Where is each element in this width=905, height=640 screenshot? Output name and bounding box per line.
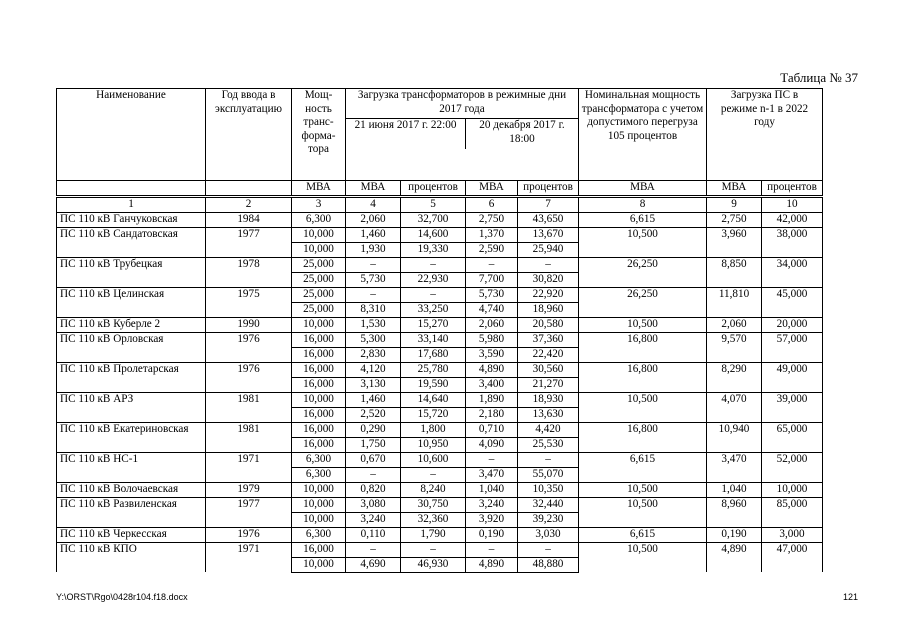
load-2022-mva: 1,040	[707, 482, 762, 497]
december-mva: 4,890	[466, 557, 518, 572]
table-row	[57, 257, 823, 272]
table-row	[57, 422, 823, 437]
june-mva: 2,830	[346, 347, 401, 362]
load-2022-percent: 65,000	[762, 422, 823, 452]
december-percent: 22,420	[518, 347, 579, 362]
june-mva: 3,080	[346, 497, 401, 512]
december-mva: 3,400	[466, 377, 518, 392]
nominal-power: 16,800	[579, 422, 707, 452]
december-mva: 4,090	[466, 437, 518, 452]
substation-name: ПС 110 кВ Развиленская	[57, 497, 206, 527]
june-percent: 30,750	[401, 497, 466, 512]
load-2022-percent: 57,000	[762, 332, 823, 362]
june-mva: 0,110	[346, 527, 401, 542]
power-value: 10,000	[292, 482, 346, 497]
june-percent: –	[401, 542, 466, 557]
nominal-power: 10,500	[579, 317, 707, 332]
substation-name: ПС 110 кВ Екатериновская	[57, 422, 206, 452]
col-number: 10	[762, 197, 823, 213]
december-percent: 30,560	[518, 362, 579, 377]
june-mva: 3,130	[346, 377, 401, 392]
unit-mva: МВА	[292, 181, 346, 197]
december-mva: 5,980	[466, 332, 518, 347]
col-number: 8	[579, 197, 707, 213]
june-mva: –	[346, 287, 401, 302]
footer-file-path: Y:\ORST\Rgo\0428r104.f18.docx	[56, 592, 188, 602]
commission-year: 1981	[206, 392, 292, 422]
june-percent: 1,790	[401, 527, 466, 542]
december-percent: 39,230	[518, 512, 579, 527]
table-row	[57, 527, 823, 542]
header-name: Наименование	[57, 89, 206, 181]
table-row	[57, 362, 823, 377]
unit-mva: МВА	[579, 181, 707, 197]
june-percent: 25,780	[401, 362, 466, 377]
unit-mva: МВА	[466, 181, 518, 197]
load-2022-mva: 8,960	[707, 497, 762, 527]
table-row	[57, 317, 823, 332]
december-percent: 48,880	[518, 557, 579, 572]
power-value: 10,000	[292, 497, 346, 512]
december-mva: 0,190	[466, 527, 518, 542]
load-2022-percent: 20,000	[762, 317, 823, 332]
load-2022-mva: 3,470	[707, 452, 762, 482]
unit-percent: процентов	[762, 181, 823, 197]
june-mva: 5,730	[346, 272, 401, 287]
unit-percent: процентов	[401, 181, 466, 197]
power-value: 25,000	[292, 272, 346, 287]
nominal-power: 6,615	[579, 212, 707, 227]
june-percent: 17,680	[401, 347, 466, 362]
commission-year: 1981	[206, 422, 292, 452]
unit-cell	[206, 181, 292, 197]
june-mva: 1,750	[346, 437, 401, 452]
power-value: 16,000	[292, 437, 346, 452]
col-number: 7	[518, 197, 579, 213]
nominal-power: 16,800	[579, 332, 707, 362]
load-2022-mva: 3,960	[707, 227, 762, 257]
june-percent: 1,800	[401, 422, 466, 437]
june-mva: 4,120	[346, 362, 401, 377]
nominal-power: 10,500	[579, 497, 707, 527]
june-percent: 19,590	[401, 377, 466, 392]
load-2022-percent: 45,000	[762, 287, 823, 317]
nominal-power: 6,615	[579, 452, 707, 482]
december-percent: 18,930	[518, 392, 579, 407]
power-value: 16,000	[292, 422, 346, 437]
header-december: 20 декабря 2017 г. 18:00	[466, 119, 579, 149]
load-2022-percent: 34,000	[762, 257, 823, 287]
june-percent: 33,140	[401, 332, 466, 347]
load-2022-percent: 49,000	[762, 362, 823, 392]
col-number: 3	[292, 197, 346, 213]
june-mva: 1,460	[346, 392, 401, 407]
june-percent: 10,950	[401, 437, 466, 452]
june-percent: –	[401, 257, 466, 272]
december-mva: 3,240	[466, 497, 518, 512]
power-value: 6,300	[292, 212, 346, 227]
june-percent: 15,270	[401, 317, 466, 332]
december-percent: 3,030	[518, 527, 579, 542]
load-2022-percent: 47,000	[762, 542, 823, 572]
col-number: 6	[466, 197, 518, 213]
transformer-load-table	[56, 88, 823, 573]
commission-year: 1979	[206, 482, 292, 497]
december-mva: 2,180	[466, 407, 518, 422]
december-percent: 13,670	[518, 227, 579, 242]
col-number: 1	[57, 197, 206, 213]
load-2022-mva: 4,890	[707, 542, 762, 572]
table-row	[57, 332, 823, 347]
header-june: 21 июня 2017 г. 22:00	[346, 119, 466, 149]
power-value: 16,000	[292, 542, 346, 557]
june-percent: 14,640	[401, 392, 466, 407]
substation-name: ПС 110 кВ Целинская	[57, 287, 206, 317]
december-percent: –	[518, 452, 579, 467]
december-percent: 20,580	[518, 317, 579, 332]
power-value: 10,000	[292, 557, 346, 572]
december-percent: 21,270	[518, 377, 579, 392]
power-value: 16,000	[292, 347, 346, 362]
december-mva: 7,700	[466, 272, 518, 287]
load-2022-mva: 8,290	[707, 362, 762, 392]
table-row	[57, 497, 823, 512]
december-percent: 10,350	[518, 482, 579, 497]
power-value: 25,000	[292, 302, 346, 317]
header-load-2022: Загрузка ПС в режиме n-1 в 2022 году	[707, 89, 823, 181]
december-percent: 13,630	[518, 407, 579, 422]
nominal-power: 10,500	[579, 542, 707, 572]
june-percent: 14,600	[401, 227, 466, 242]
power-value: 10,000	[292, 392, 346, 407]
nominal-power: 16,800	[579, 362, 707, 392]
load-2022-percent: 38,000	[762, 227, 823, 257]
table-row	[57, 227, 823, 242]
june-percent: –	[401, 287, 466, 302]
nominal-power: 10,500	[579, 482, 707, 497]
june-mva: –	[346, 542, 401, 557]
substation-name: ПС 110 кВ Волочаевская	[57, 482, 206, 497]
substation-name: ПС 110 кВ АРЗ	[57, 392, 206, 422]
june-mva: 5,300	[346, 332, 401, 347]
col-number: 5	[401, 197, 466, 213]
table-row	[57, 482, 823, 497]
load-2022-mva: 4,070	[707, 392, 762, 422]
substation-name: ПС 110 кВ Сандатовская	[57, 227, 206, 257]
unit-mva: МВА	[346, 181, 401, 197]
december-percent: 30,820	[518, 272, 579, 287]
power-value: 10,000	[292, 512, 346, 527]
december-mva: –	[466, 257, 518, 272]
commission-year: 1976	[206, 527, 292, 542]
load-2022-mva: 2,750	[707, 212, 762, 227]
june-mva: 0,670	[346, 452, 401, 467]
footer-page-number: 121	[842, 592, 858, 602]
header-year: Год ввода в эксплуатацию	[206, 89, 292, 181]
december-mva: –	[466, 452, 518, 467]
table-row	[57, 287, 823, 302]
june-mva: 4,690	[346, 557, 401, 572]
june-mva: 1,530	[346, 317, 401, 332]
commission-year: 1971	[206, 542, 292, 572]
table-row	[57, 452, 823, 467]
nominal-power: 10,500	[579, 392, 707, 422]
december-mva: 2,060	[466, 317, 518, 332]
col-number: 2	[206, 197, 292, 213]
december-percent: 43,650	[518, 212, 579, 227]
june-mva: 0,290	[346, 422, 401, 437]
table-row	[57, 392, 823, 407]
load-2022-mva: 2,060	[707, 317, 762, 332]
june-percent: 10,600	[401, 452, 466, 467]
june-mva: 3,240	[346, 512, 401, 527]
substation-name: ПС 110 кВ Пролетарская	[57, 362, 206, 392]
power-value: 16,000	[292, 362, 346, 377]
december-mva: 2,590	[466, 242, 518, 257]
june-mva: 0,820	[346, 482, 401, 497]
header-nominal: Номинальная мощность трансформатора с учетом допустимого перегруза 105 процентов	[579, 89, 707, 181]
commission-year: 1990	[206, 317, 292, 332]
power-value: 25,000	[292, 287, 346, 302]
load-2022-percent: 85,000	[762, 497, 823, 527]
december-mva: 3,470	[466, 467, 518, 482]
substation-name: ПС 110 кВ НС-1	[57, 452, 206, 482]
june-mva: 8,310	[346, 302, 401, 317]
june-percent: –	[401, 467, 466, 482]
power-value: 10,000	[292, 227, 346, 242]
december-percent: 4,420	[518, 422, 579, 437]
load-2022-mva: 8,850	[707, 257, 762, 287]
unit-cell	[57, 181, 206, 197]
december-mva: 4,890	[466, 362, 518, 377]
power-value: 10,000	[292, 317, 346, 332]
substation-name: ПС 110 кВ Орловская	[57, 332, 206, 362]
june-mva: –	[346, 467, 401, 482]
load-2022-mva: 10,940	[707, 422, 762, 452]
december-mva: –	[466, 542, 518, 557]
june-percent: 32,700	[401, 212, 466, 227]
commission-year: 1976	[206, 332, 292, 362]
nominal-power: 10,500	[579, 227, 707, 257]
load-2022-mva: 11,810	[707, 287, 762, 317]
commission-year: 1975	[206, 287, 292, 317]
june-mva: 1,930	[346, 242, 401, 257]
substation-name: ПС 110 кВ КПО	[57, 542, 206, 572]
december-mva: 3,920	[466, 512, 518, 527]
col-number: 9	[707, 197, 762, 213]
december-percent: 22,920	[518, 287, 579, 302]
december-percent: –	[518, 257, 579, 272]
december-mva: 1,040	[466, 482, 518, 497]
power-value: 6,300	[292, 452, 346, 467]
load-2022-percent: 10,000	[762, 482, 823, 497]
december-mva: 5,730	[466, 287, 518, 302]
june-percent: 8,240	[401, 482, 466, 497]
june-percent: 22,930	[401, 272, 466, 287]
substation-name: ПС 110 кВ Ганчуковская	[57, 212, 206, 227]
substation-name: ПС 110 кВ Черкесская	[57, 527, 206, 542]
table-row	[57, 212, 823, 227]
december-percent: 55,070	[518, 467, 579, 482]
commission-year: 1977	[206, 497, 292, 527]
unit-percent: процентов	[518, 181, 579, 197]
commission-year: 1984	[206, 212, 292, 227]
december-mva: 1,370	[466, 227, 518, 242]
load-2022-percent: 42,000	[762, 212, 823, 227]
december-percent: 18,960	[518, 302, 579, 317]
nominal-power: 26,250	[579, 287, 707, 317]
load-2022-percent: 52,000	[762, 452, 823, 482]
june-percent: 46,930	[401, 557, 466, 572]
nominal-power: 6,615	[579, 527, 707, 542]
commission-year: 1971	[206, 452, 292, 482]
load-2022-mva: 0,190	[707, 527, 762, 542]
substation-name: ПС 110 кВ Трубецкая	[57, 257, 206, 287]
june-percent: 33,250	[401, 302, 466, 317]
load-2022-percent: 39,000	[762, 392, 823, 422]
december-mva: 4,740	[466, 302, 518, 317]
commission-year: 1978	[206, 257, 292, 287]
june-mva: 2,520	[346, 407, 401, 422]
december-percent: 32,440	[518, 497, 579, 512]
june-mva: –	[346, 257, 401, 272]
december-mva: 0,710	[466, 422, 518, 437]
june-mva: 2,060	[346, 212, 401, 227]
load-2022-percent: 3,000	[762, 527, 823, 542]
power-value: 16,000	[292, 377, 346, 392]
header-load-2017: Загрузка трансформаторов в режимные дни 2017 года	[346, 89, 579, 119]
december-mva: 3,590	[466, 347, 518, 362]
power-value: 16,000	[292, 407, 346, 422]
power-value: 6,300	[292, 467, 346, 482]
commission-year: 1977	[206, 227, 292, 257]
header-power: Мощ- ность транс- форма- тора	[292, 89, 346, 181]
december-percent: 25,940	[518, 242, 579, 257]
june-percent: 15,720	[401, 407, 466, 422]
unit-mva: МВА	[707, 181, 762, 197]
june-percent: 19,330	[401, 242, 466, 257]
table-number: Таблица № 37	[780, 70, 858, 85]
power-value: 25,000	[292, 257, 346, 272]
december-percent: 25,530	[518, 437, 579, 452]
commission-year: 1976	[206, 362, 292, 392]
december-percent: 37,360	[518, 332, 579, 347]
power-value: 6,300	[292, 527, 346, 542]
june-mva: 1,460	[346, 227, 401, 242]
december-percent: –	[518, 542, 579, 557]
substation-name: ПС 110 кВ Куберле 2	[57, 317, 206, 332]
power-value: 10,000	[292, 242, 346, 257]
col-number: 4	[346, 197, 401, 213]
nominal-power: 26,250	[579, 257, 707, 287]
june-percent: 32,360	[401, 512, 466, 527]
december-mva: 2,750	[466, 212, 518, 227]
power-value: 16,000	[292, 332, 346, 347]
table-row	[57, 542, 823, 557]
load-2022-mva: 9,570	[707, 332, 762, 362]
december-mva: 1,890	[466, 392, 518, 407]
